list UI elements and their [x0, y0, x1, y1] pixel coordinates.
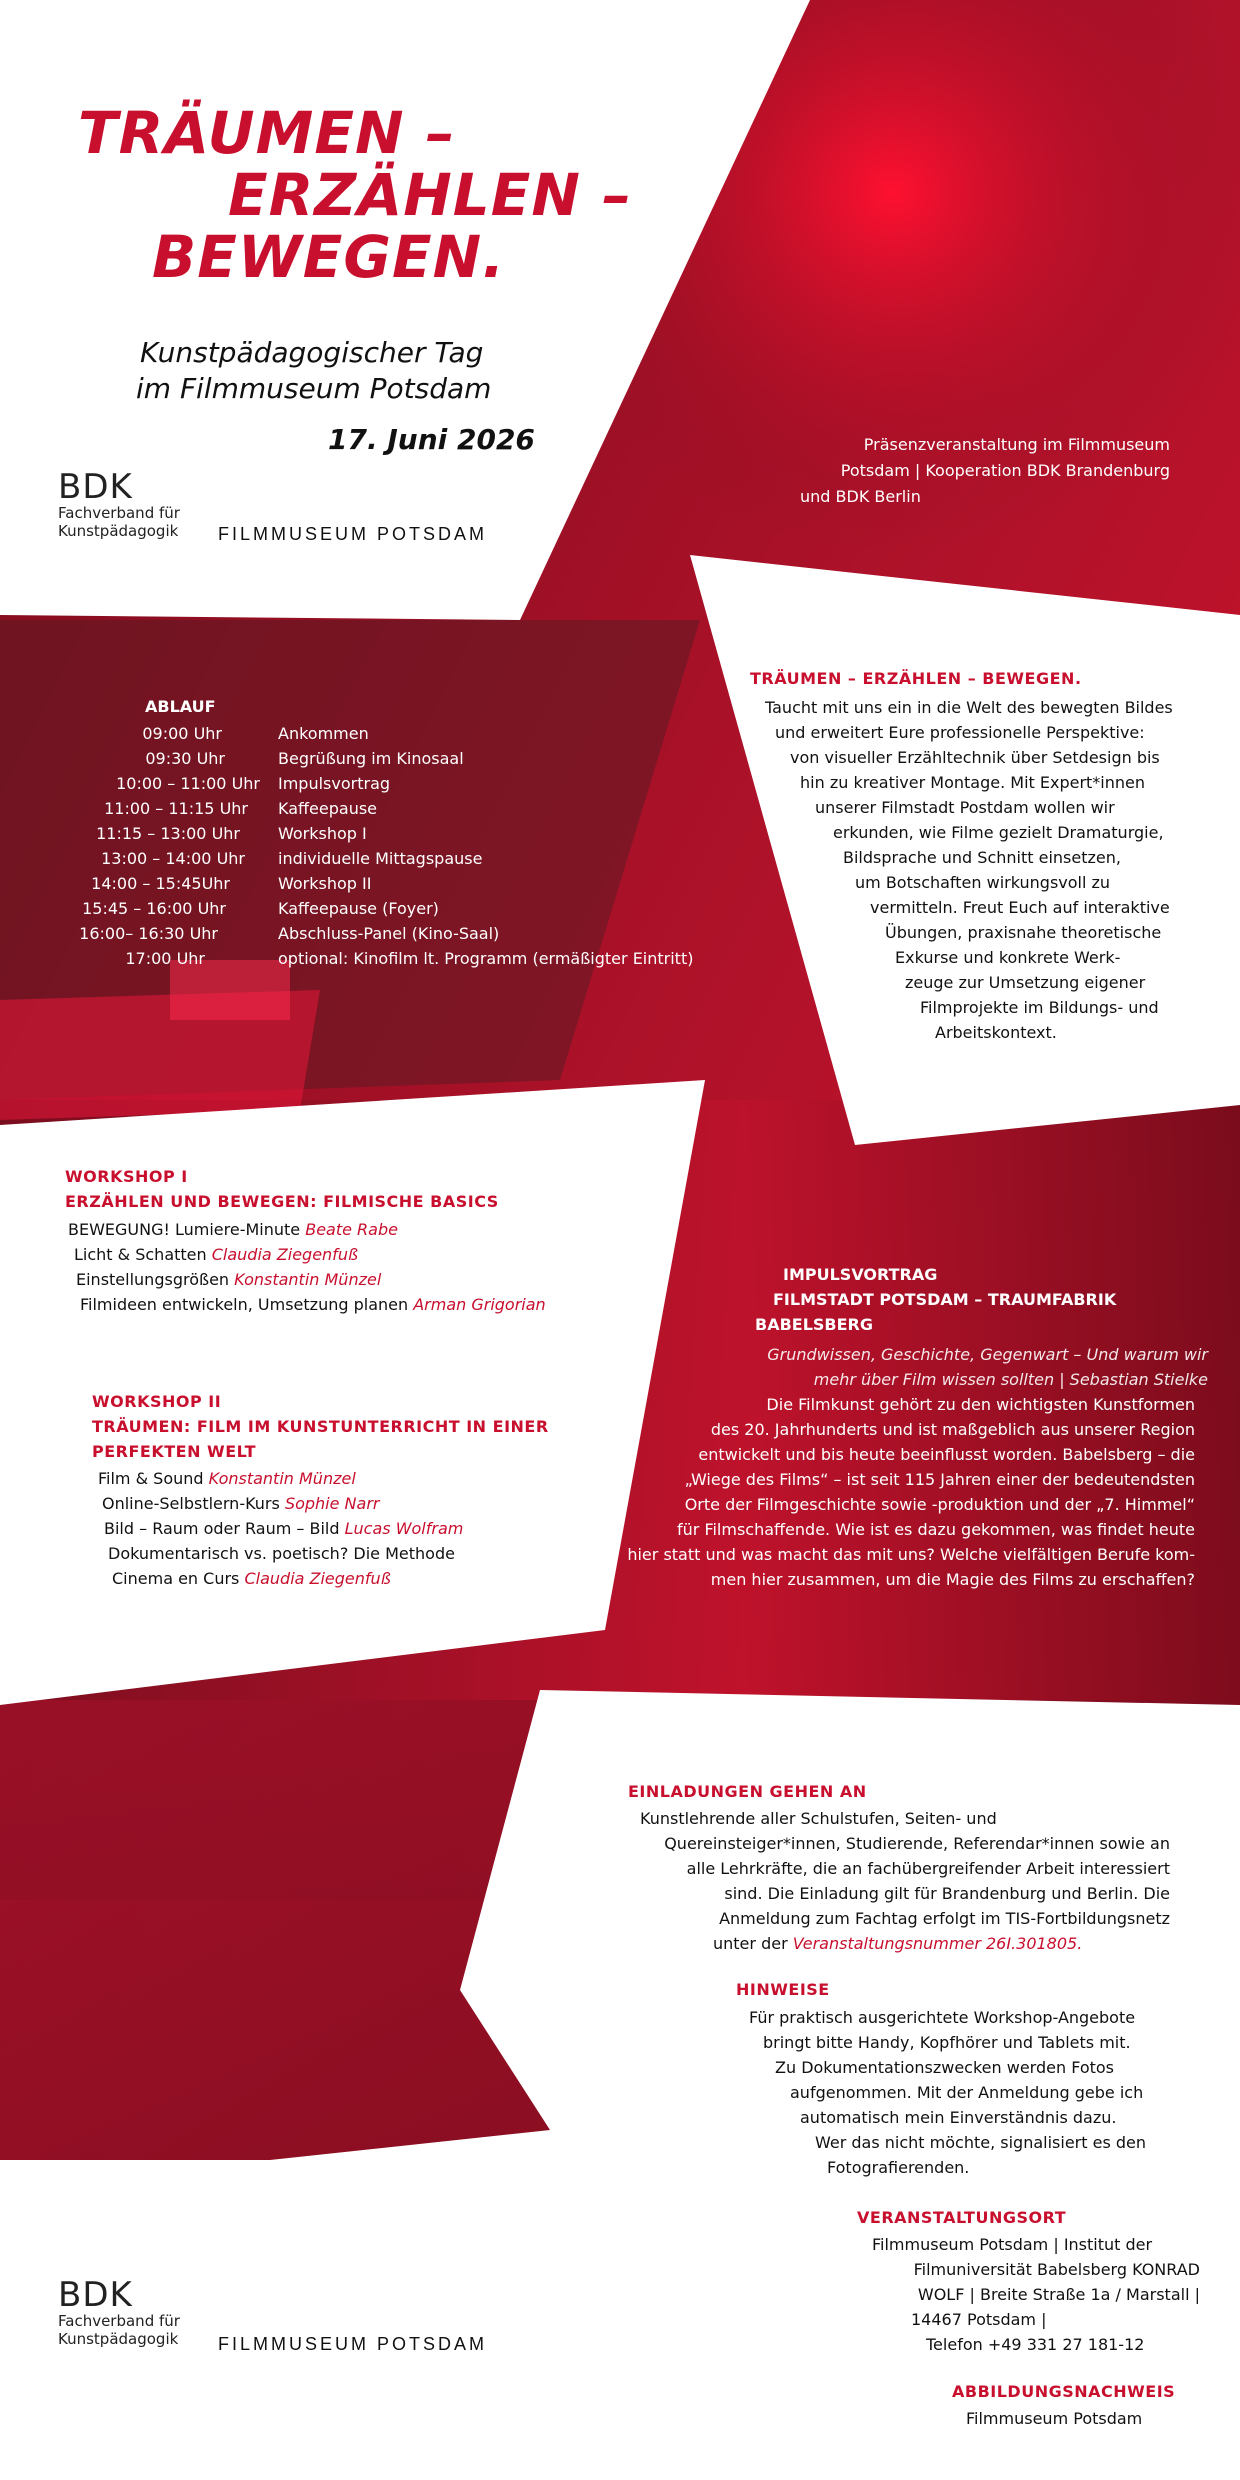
ablauf-activity: Abschluss-Panel (Kino-Saal): [278, 924, 500, 943]
ablauf-time: 17:00 Uhr: [125, 949, 205, 968]
ablauf-activity: Begrüßung im Kinosaal: [278, 749, 464, 768]
ablauf-time: 10:00 – 11:00 Uhr: [116, 774, 260, 793]
ablauf-times: [60, 721, 260, 971]
workshop-person: Claudia Ziegenfuß: [211, 1245, 359, 1264]
workshop2-item: [98, 1541, 463, 1566]
location-note-line: Präsenzveranstaltung im Filmmuseum: [863, 435, 1170, 454]
workshop1-item: [68, 1292, 546, 1317]
ort-text: [820, 2232, 1200, 2357]
impuls-subheading-2: BABELSBERG: [755, 1315, 873, 1334]
workshop-topic: Dokumentarisch vs. poetisch? Die Methode: [108, 1544, 455, 1563]
ablauf-time: 09:30 Uhr: [145, 749, 225, 768]
ablauf-time: 11:15 – 13:00 Uhr: [96, 824, 240, 843]
impuls-subline: [738, 1342, 1208, 1392]
impuls-line: des 20. Jahrhunderts und ist maßgeblich aus unserer Region: [710, 1420, 1195, 1439]
intro-line: von visueller Erzähltechnik über Setdesign bis: [790, 748, 1160, 767]
ort-line: Telefon +49 331 27 181-12: [926, 2335, 1145, 2354]
hinweise-line: automatisch mein Einverständnis dazu.: [800, 2108, 1117, 2127]
impuls-subheading: FILMSTADT POTSDAM – TRAUMFABRIK: [773, 1290, 1117, 1309]
ablauf-time: 14:00 – 15:45Uhr: [91, 874, 230, 893]
title-line-1: TRÄUMEN –: [78, 99, 456, 167]
filmmuseum-logo-top: FILMMUSEUM POTSDAM: [218, 524, 488, 544]
ort-line: WOLF | Breite Straße 1a / Marstall |: [917, 2285, 1200, 2304]
bdk-line-2: Kunstpädagogik: [58, 522, 179, 540]
ablauf-time: 13:00 – 14:00 Uhr: [101, 849, 245, 868]
credits-text: Filmmuseum Potsdam: [966, 2409, 1143, 2428]
bdk-mark: BDK: [58, 2275, 133, 2315]
ablauf-time: 11:00 – 11:15 Uhr: [104, 799, 248, 818]
impuls-line: Die Filmkunst gehört zu den wichtigsten Kunstformen: [766, 1395, 1195, 1414]
ablauf-activity: Kaffeepause (Foyer): [278, 899, 439, 918]
hinweise-line: Wer das nicht möchte, signalisiert es den: [815, 2133, 1146, 2152]
intro-line: hin zu kreativer Montage. Mit Expert*innen: [800, 773, 1146, 792]
intro-line: Arbeitskontext.: [935, 1023, 1057, 1042]
einladung-last-line: [580, 1931, 1170, 1956]
location-note: [790, 432, 1210, 510]
einladung-line: Kunstlehrende aller Schulstufen, Seiten- und: [640, 1809, 997, 1828]
workshop-person: Konstantin Münzel: [234, 1270, 382, 1289]
event-number: Veranstaltungsnummer 26I.301805.: [792, 1934, 1083, 1953]
ablauf-activity: Impulsvortrag: [278, 774, 391, 793]
intro-line: vermitteln. Freut Euch auf interaktive: [870, 898, 1170, 917]
impuls-line: Orte der Filmgeschichte sowie -produktion und der „7. Himmel“: [684, 1495, 1195, 1514]
workshop-topic: Filmideen entwickeln, Umsetzung planen: [80, 1295, 414, 1314]
workshop1-heading: WORKSHOP I: [65, 1167, 188, 1186]
ort-line: 14467 Potsdam |: [911, 2310, 1047, 2329]
bdk-mark: BDK: [58, 467, 133, 507]
hinweise-line: Für praktisch ausgerichtete Workshop-Angebote: [749, 2008, 1136, 2027]
workshop-person: Konstantin Münzel: [208, 1469, 356, 1488]
intro-line: Filmprojekte im Bildungs- und: [920, 998, 1159, 1017]
workshop1-list: [68, 1217, 546, 1317]
workshop2-heading: WORKSHOP II: [92, 1392, 222, 1411]
ort-line: Filmmuseum Potsdam | Institut der: [872, 2235, 1153, 2254]
impuls-line: für Filmschaffende. Wie ist es dazu gekommen, was findet heute: [677, 1520, 1195, 1539]
impuls-line: „Wiege des Films“ – ist seit 115 Jahren einer der bedeutendsten: [684, 1470, 1195, 1489]
impuls-line: men hier zusammen, um die Magie des Films zu erschaffen?: [710, 1570, 1195, 1589]
ablauf-time: 16:00– 16:30 Uhr: [79, 924, 218, 943]
einladung-heading: EINLADUNGEN GEHEN AN: [628, 1782, 867, 1801]
subtitle-line-1: Kunstpädagogischer Tag: [140, 336, 484, 369]
bdk-logo-top: [58, 467, 180, 540]
intro-line: um Botschaften wirkungsvoll zu: [855, 873, 1111, 892]
credits-heading: ABBILDUNGSNACHWEIS: [952, 2382, 1176, 2401]
ablauf-activity: individuelle Mittagspause: [278, 849, 483, 868]
intro-line: Exkurse und konkrete Werk-: [895, 948, 1121, 967]
ort-line: Filmuniversität Babelsberg KONRAD: [913, 2260, 1200, 2279]
title-line-3: BEWEGEN.: [152, 223, 506, 291]
intro-line: Bildsprache und Schnitt einsetzen,: [843, 848, 1121, 867]
workshop1-item: [68, 1267, 546, 1292]
workshop-topic: Cinema en Curs: [112, 1569, 245, 1588]
intro-line: Taucht mit uns ein in die Welt des bewegten Bildes: [765, 698, 1173, 717]
workshop-person: Lucas Wolfram: [344, 1519, 464, 1538]
einladung-line: Quereinsteiger*innen, Studierende, Referendar*innen sowie an: [664, 1834, 1170, 1853]
ablauf-time: 09:00 Uhr: [142, 724, 222, 743]
subtitle-line-2: im Filmmuseum Potsdam: [136, 372, 492, 405]
workshop2-item: [98, 1516, 463, 1541]
impuls-line: hier statt und was macht das mit uns? Welche vielfältigen Berufe kom-: [627, 1545, 1195, 1564]
ablauf-activity: Ankommen: [278, 724, 369, 743]
ablauf-activities: [278, 721, 718, 971]
workshop-person: Arman Grigorian: [413, 1295, 546, 1314]
workshop-person: Claudia Ziegenfuß: [244, 1569, 391, 1588]
filmmuseum-logo-bottom: FILMMUSEUM POTSDAM: [218, 2334, 488, 2354]
event-date: 17. Juni 2026: [328, 423, 535, 456]
workshop-topic: Bild – Raum oder Raum – Bild: [104, 1519, 345, 1538]
bdk-line-1: Fachverband für: [58, 2312, 180, 2330]
workshop1-subheading: ERZÄHLEN UND BEWEGEN: FILMISCHE BASICS: [65, 1192, 499, 1211]
workshop-topic: Online-Selbstlern-Kurs: [102, 1494, 285, 1513]
workshop1-item: [68, 1217, 546, 1242]
impuls-heading: IMPULSVORTRAG: [783, 1265, 938, 1284]
workshop-topic: BEWEGUNG! Lumiere-Minute: [68, 1220, 306, 1239]
hinweise-heading: HINWEISE: [736, 1980, 830, 1999]
impuls-text: [575, 1392, 1195, 1592]
einladung-line: alle Lehrkräfte, die an fachübergreifender Arbeit interessiert: [686, 1859, 1170, 1878]
workshop2-item: [98, 1491, 463, 1516]
hinweise-line: aufgenommen. Mit der Anmeldung gebe ich: [790, 2083, 1144, 2102]
impuls-subline-text: Grundwissen, Geschichte, Gegenwart – Und warum wir: [767, 1345, 1208, 1364]
intro-heading: TRÄUMEN – ERZÄHLEN – BEWEGEN.: [750, 669, 1082, 688]
hinweise-line: bringt bitte Handy, Kopfhörer und Tablets mit.: [763, 2033, 1131, 2052]
ablauf-activity: Kaffeepause: [278, 799, 378, 818]
intro-line: erkunden, wie Filme gezielt Dramaturgie,: [833, 823, 1164, 842]
einladung-prefix: unter der: [713, 1934, 793, 1953]
hinweise-text: [745, 2005, 1185, 2180]
workshop-person: Sophie Narr: [284, 1494, 380, 1513]
bdk-line-2: Kunstpädagogik: [58, 2330, 179, 2348]
einladung-line: sind. Die Einladung gilt für Brandenburg und Berlin. Die: [724, 1884, 1170, 1903]
intro-line: und erweitert Eure professionelle Perspektive:: [775, 723, 1145, 742]
ort-heading: VERANSTALTUNGSORT: [857, 2208, 1067, 2227]
ablauf-activity: Workshop II: [278, 874, 372, 893]
workshop-topic: Einstellungsgrößen: [76, 1270, 235, 1289]
intro-line: zeuge zur Umsetzung eigener: [905, 973, 1146, 992]
hinweise-line: Fotografierenden.: [827, 2158, 970, 2177]
workshop2-subheading: TRÄUMEN: FILM IM KUNSTUNTERRICHT IN EINER: [92, 1417, 549, 1436]
ablauf-activity: Workshop I: [278, 824, 367, 843]
ablauf-heading: ABLAUF: [145, 697, 216, 716]
workshop2-item: [98, 1566, 463, 1591]
location-note-line: und BDK Berlin: [800, 487, 921, 506]
title-line-2: ERZÄHLEN –: [228, 161, 633, 229]
hinweise-line: Zu Dokumentationszwecken werden Fotos: [775, 2058, 1115, 2077]
ablauf-activity: optional: Kinofilm lt. Programm (ermäßigter Eintritt): [278, 949, 694, 968]
intro-line: unserer Filmstadt Postdam wollen wir: [815, 798, 1115, 817]
workshop-topic: Film & Sound: [98, 1469, 209, 1488]
bdk-line-1: Fachverband für: [58, 504, 180, 522]
workshop-person: Beate Rabe: [305, 1220, 398, 1239]
impuls-line: entwickelt und bis heute beeinflusst worden. Babelsberg – die: [698, 1445, 1195, 1464]
location-note-line: Potsdam | Kooperation BDK Brandenburg: [840, 461, 1170, 480]
einladung-line: Anmeldung zum Fachtag erfolgt im TIS-Fortbildungsnetz: [719, 1909, 1170, 1928]
workshop2-list: [98, 1466, 463, 1591]
workshop1-item: [68, 1242, 546, 1267]
workshop2-subheading-2: PERFEKTEN WELT: [92, 1442, 257, 1461]
impuls-subline-text: mehr über Film wissen sollten | Sebastian Stielke: [813, 1370, 1208, 1389]
einladung-text: [580, 1806, 1170, 1956]
intro-line: Übungen, praxisnahe theoretische: [885, 923, 1162, 942]
workshop-topic: Licht & Schatten: [74, 1245, 212, 1264]
intro-text: [745, 695, 1185, 1045]
bdk-logo-bottom: [58, 2275, 180, 2348]
workshop2-item: [98, 1466, 463, 1491]
ablauf-time: 15:45 – 16:00 Uhr: [82, 899, 226, 918]
